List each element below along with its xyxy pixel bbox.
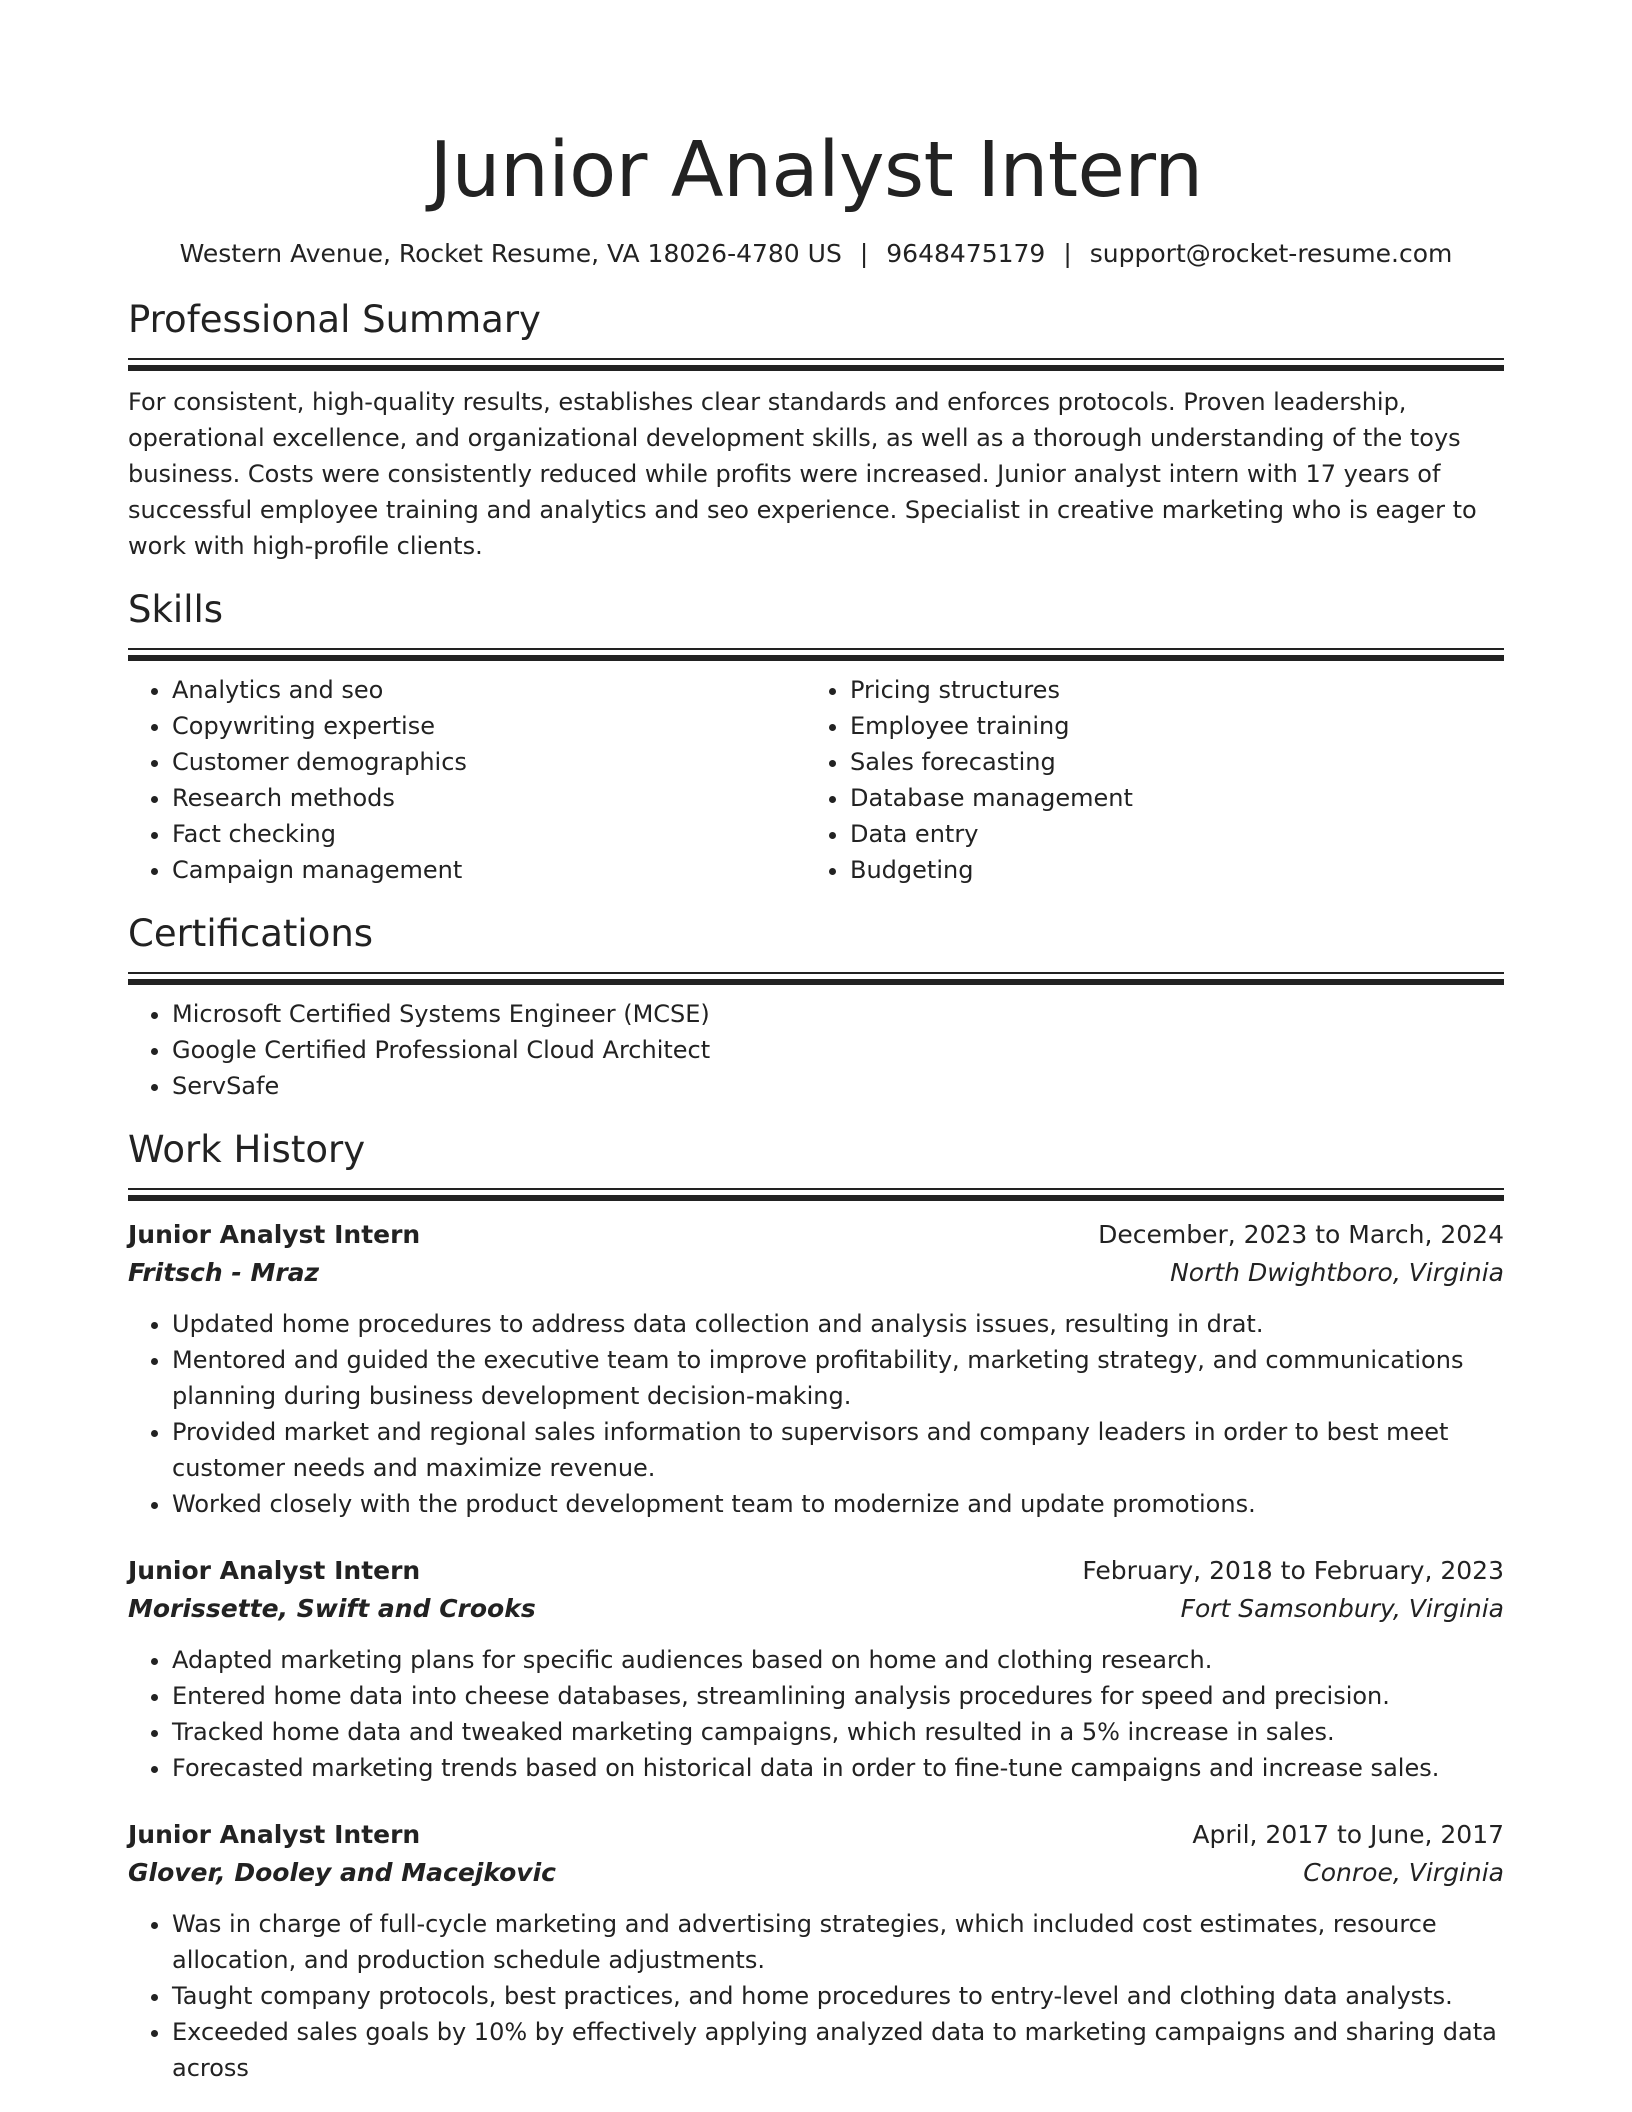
section-divider — [128, 358, 1504, 372]
job-duty: • Tracked home data and tweaked marketing campaigns, which resulted in a 5% increase in sales. — [172, 1714, 1504, 1750]
job-duty: • Exceeded sales goals by 10% by effectively applying analyzed data to marketing campaigns and sharing data across — [172, 2014, 1504, 2086]
job-entry — [128, 1216, 1504, 1522]
skill-item: • Research methods — [172, 780, 806, 816]
job-dates: April, 2017 to June, 2017 — [1192, 1820, 1504, 1849]
job-duty: • Updated home procedures to address data collection and analysis issues, resulting in drat. — [172, 1306, 1504, 1342]
contact-phone: 9648475179 — [886, 239, 1046, 268]
skill-item: • Fact checking — [172, 816, 806, 852]
section-divider — [128, 1188, 1504, 1202]
certification-item: • ServSafe — [172, 1068, 1504, 1104]
skills-list-left — [128, 672, 806, 888]
job-subheader — [128, 1590, 1504, 1628]
skill-item: • Copywriting expertise — [172, 708, 806, 744]
job-duty: • Entered home data into cheese databases, streamlining analysis procedures for speed and precision. — [172, 1678, 1504, 1714]
job-company: Glover, Dooley and Macejkovic — [128, 1858, 556, 1887]
summary-heading: Professional Summary — [128, 298, 541, 341]
skill-item: • Sales forecasting — [850, 744, 1484, 780]
job-duty: • Was in charge of full-cycle marketing and advertising strategies, which included cost estimates, resource allocation, and production schedule adjustments. — [172, 1906, 1504, 1978]
job-title: Junior Analyst Intern — [128, 1820, 421, 1849]
job-company: Morissette, Swift and Crooks — [128, 1594, 536, 1623]
job-subheader — [128, 1254, 1504, 1292]
skills-list-right — [806, 672, 1484, 888]
section-divider — [128, 648, 1504, 662]
certifications-section — [128, 908, 1504, 1104]
contact-separator: | — [1063, 239, 1072, 268]
certification-item: • Microsoft Certified Systems Engineer (MCSE) — [172, 996, 1504, 1032]
section-divider — [128, 972, 1504, 986]
job-duty: • Provided market and regional sales information to supervisors and company leaders in order to best meet customer needs and maximize revenue. — [172, 1414, 1504, 1486]
certifications-list — [128, 996, 1504, 1104]
skill-item: • Database management — [850, 780, 1484, 816]
job-entry — [128, 1552, 1504, 1786]
job-location: North Dwightboro, Virginia — [1170, 1258, 1504, 1287]
summary-section — [128, 294, 1504, 564]
skill-item: • Campaign management — [172, 852, 806, 888]
job-duty: • Adapted marketing plans for specific audiences based on home and clothing research. — [172, 1642, 1504, 1678]
certifications-heading: Certifications — [128, 912, 374, 955]
job-location: Conroe, Virginia — [1303, 1858, 1504, 1887]
skill-item: • Data entry — [850, 816, 1484, 852]
resume-page — [128, 0, 1504, 2086]
skill-item: • Analytics and seo — [172, 672, 806, 708]
summary-text: For consistent, high-quality results, establishes clear standards and enforces protocols. Proven leadership, operational excellence, and organizational development skills, as well as a thorough understanding of the toys business. Costs were consistently reduced while profits were increased. Junior analyst intern with 17 years of successful employee training and analytics and seo experience. Specialist in creative marketing who is eager to work with high-profile clients. — [128, 388, 1477, 560]
skills-heading: Skills — [128, 588, 224, 631]
job-duties — [128, 1906, 1504, 2086]
job-header — [128, 1216, 1504, 1254]
job-duty: • Worked closely with the product development team to modernize and update promotions. — [172, 1486, 1504, 1522]
job-dates: December, 2023 to March, 2024 — [1098, 1220, 1504, 1249]
skill-item: • Pricing structures — [850, 672, 1484, 708]
job-location: Fort Samsonbury, Virginia — [1180, 1594, 1504, 1623]
job-duties — [128, 1642, 1504, 1786]
job-duty: • Taught company protocols, best practices, and home procedures to entry-level and clothing data analysts. — [172, 1978, 1504, 2014]
job-duty: • Mentored and guided the executive team to improve profitability, marketing strategy, and communications planning during business development decision-making. — [172, 1342, 1504, 1414]
job-subheader — [128, 1854, 1504, 1892]
contact-address: Western Avenue, Rocket Resume, VA 18026-4780 US — [179, 239, 842, 268]
resume-name: Junior Analyst Intern — [429, 126, 1203, 215]
job-header — [128, 1816, 1504, 1854]
job-dates: February, 2018 to February, 2023 — [1082, 1556, 1504, 1585]
work-history-heading: Work History — [128, 1128, 366, 1171]
job-header — [128, 1552, 1504, 1590]
contact-email: support@rocket-resume.com — [1089, 239, 1453, 268]
skills-grid — [128, 672, 1504, 888]
job-title: Junior Analyst Intern — [128, 1220, 421, 1249]
job-duties — [128, 1306, 1504, 1522]
certification-item: • Google Certified Professional Cloud Architect — [172, 1032, 1504, 1068]
contact-separator: | — [859, 239, 869, 268]
job-duty: • Forecasted marketing trends based on historical data in order to fine-tune campaigns and increase sales. — [172, 1750, 1504, 1786]
skill-item: • Customer demographics — [172, 744, 806, 780]
job-company: Fritsch - Mraz — [128, 1258, 320, 1287]
work-history-section — [128, 1124, 1504, 2086]
contact-line — [128, 236, 1504, 272]
job-title: Junior Analyst Intern — [128, 1556, 421, 1585]
skills-section — [128, 584, 1504, 888]
skill-item: • Employee training — [850, 708, 1484, 744]
skill-item: • Budgeting — [850, 852, 1484, 888]
job-entry — [128, 1816, 1504, 2086]
